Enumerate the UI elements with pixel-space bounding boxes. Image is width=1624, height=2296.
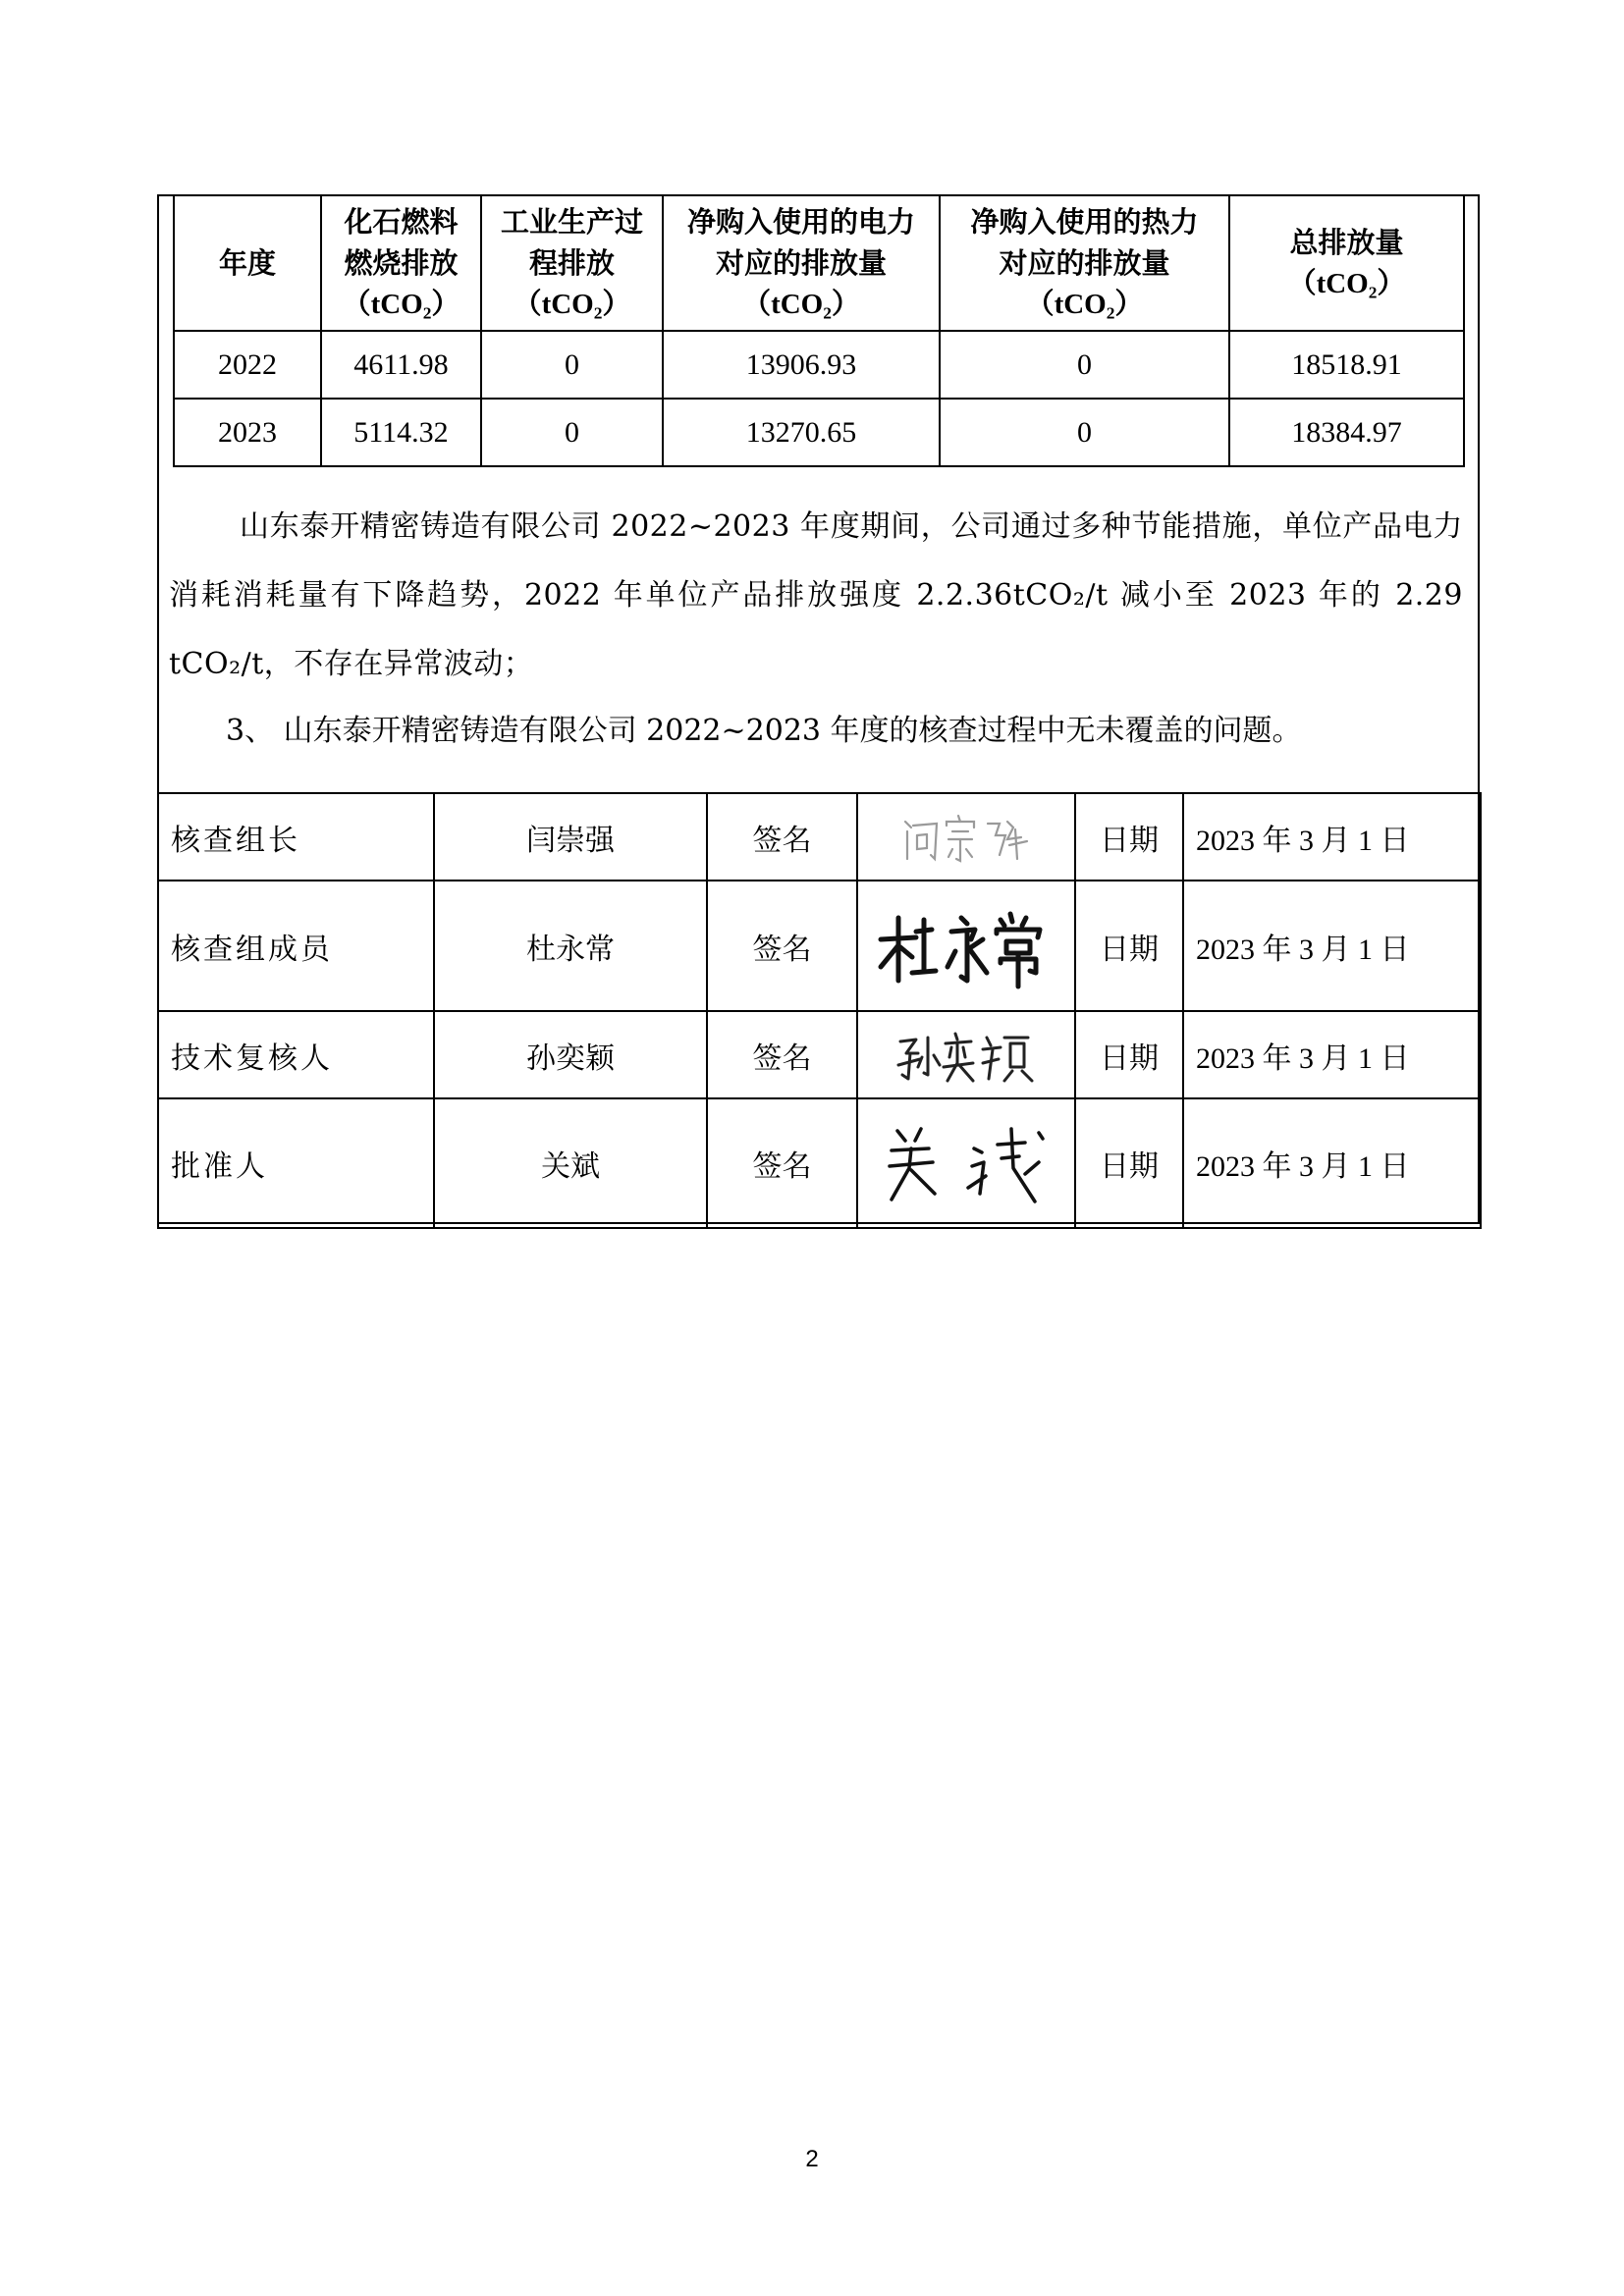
header-year: 年度	[174, 195, 321, 331]
cell-total-emissions: 18384.97	[1229, 399, 1464, 466]
handwritten-signature-icon	[897, 808, 1035, 867]
sign-label: 签名	[707, 881, 857, 1011]
header-fossil-fuel: 化石燃料 燃烧排放 （tCO₂）	[321, 195, 481, 331]
signature	[857, 1098, 1075, 1228]
handwritten-signature-icon	[873, 902, 1059, 990]
header-purchased-heat: 净购入使用的热力 对应的排放量 （tCO₂）	[940, 195, 1229, 331]
cell-year: 2022	[174, 331, 321, 399]
date-label: 日期	[1075, 793, 1183, 881]
cell-industrial-process: 0	[481, 399, 663, 466]
table-row	[158, 1011, 1481, 1098]
signature-table	[157, 792, 1482, 1229]
cell-purchased-heat: 0	[940, 331, 1229, 399]
person-name: 杜永常	[434, 881, 707, 1011]
role-label: 核查组成员	[158, 881, 434, 1011]
table-row	[174, 399, 1464, 466]
table-row	[158, 793, 1481, 881]
cell-purchased-electricity: 13906.93	[663, 331, 940, 399]
person-name: 孙奕颖	[434, 1011, 707, 1098]
header-total-emissions: 总排放量 （tCO₂）	[1229, 195, 1464, 331]
table-row	[158, 881, 1481, 1011]
signature	[857, 1011, 1075, 1098]
cell-purchased-electricity: 13270.65	[663, 399, 940, 466]
cell-fossil-fuel: 5114.32	[321, 399, 481, 466]
date-label: 日期	[1075, 1011, 1183, 1098]
table-header-row	[174, 195, 1464, 331]
role-label: 批准人	[158, 1098, 434, 1228]
date-label: 日期	[1075, 881, 1183, 1011]
cell-fossil-fuel: 4611.98	[321, 331, 481, 399]
signature	[857, 793, 1075, 881]
header-purchased-electricity: 净购入使用的电力 对应的排放量 （tCO₂）	[663, 195, 940, 331]
table-row	[158, 1098, 1481, 1228]
sign-label: 签名	[707, 793, 857, 881]
sign-label: 签名	[707, 1098, 857, 1228]
cell-industrial-process: 0	[481, 331, 663, 399]
conclusion-paragraph: 3、 山东泰开精密铸造有限公司 2022~2023 年度的核查过程中无未覆盖的问题。	[226, 714, 1302, 748]
handwritten-signature-icon	[878, 1119, 1055, 1207]
cell-purchased-heat: 0	[940, 399, 1229, 466]
role-label: 技术复核人	[158, 1011, 434, 1098]
table-row	[174, 331, 1464, 399]
cell-year: 2023	[174, 399, 321, 466]
emissions-table	[173, 194, 1465, 467]
sign-date: 2023 年 3 月 1 日	[1183, 881, 1481, 1011]
person-name: 关斌	[434, 1098, 707, 1228]
signature	[857, 881, 1075, 1011]
cell-total-emissions: 18518.91	[1229, 331, 1464, 399]
analysis-paragraph: 山东泰开精密铸造有限公司 2022~2023 年度期间，公司通过多种节能措施，单位产品电力消耗消耗量有下降趋势，2022 年单位产品排放强度 2.2.36tCO₂/t 减小至 2023 年的 2.29 tCO₂/t，不存在异常波动；	[169, 509, 1463, 681]
sign-label: 签名	[707, 1011, 857, 1098]
header-industrial-process: 工业生产过 程排放 （tCO₂）	[481, 195, 663, 331]
sign-date: 2023 年 3 月 1 日	[1183, 793, 1481, 881]
handwritten-signature-icon	[893, 1024, 1040, 1087]
date-label: 日期	[1075, 1098, 1183, 1228]
sign-date: 2023 年 3 月 1 日	[1183, 1098, 1481, 1228]
role-label: 核查组长	[158, 793, 434, 881]
page-number: 2	[805, 2146, 819, 2172]
sign-date: 2023 年 3 月 1 日	[1183, 1011, 1481, 1098]
person-name: 闫崇强	[434, 793, 707, 881]
